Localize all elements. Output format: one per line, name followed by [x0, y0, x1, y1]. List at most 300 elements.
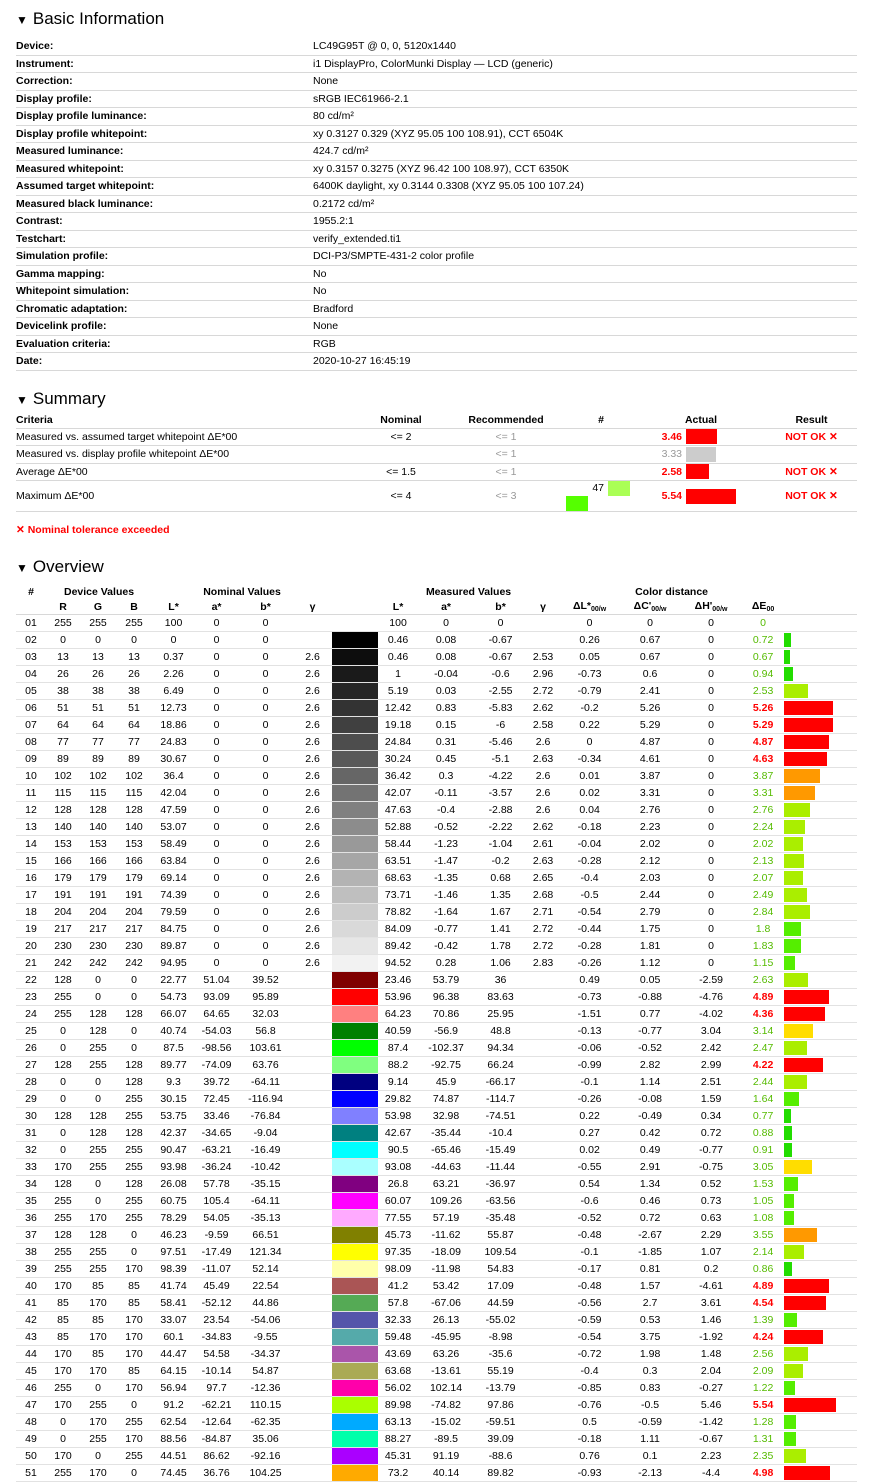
cell-mL: 29.82: [378, 1091, 418, 1108]
cell-mL: 32.33: [378, 1312, 418, 1329]
cell-mg: 2.83: [527, 955, 559, 972]
cell-G: 255: [80, 615, 116, 632]
cell-B: 85: [116, 1363, 152, 1380]
cell-a: 97.7: [195, 1380, 238, 1397]
basic-information-heading[interactable]: ▼ Basic Information: [16, 9, 165, 28]
info-row: [16, 160, 857, 178]
color-swatch: [332, 1397, 378, 1414]
overview-row: [16, 1448, 857, 1465]
overview-row: [16, 802, 857, 819]
delta-e-bar-cell: [784, 853, 857, 870]
cell-b: 0: [238, 666, 293, 683]
cell-G: 85: [80, 1346, 116, 1363]
overview-row: [16, 666, 857, 683]
cell-ma: 53.79: [418, 972, 474, 989]
cell-B: 255: [116, 1193, 152, 1210]
cell-dL: -0.55: [559, 1159, 620, 1176]
summary-recommended: <= 1: [446, 428, 566, 446]
cell-delta-e: 2.84: [742, 904, 784, 921]
cell-G: 255: [80, 1040, 116, 1057]
cell-dL: -0.04: [559, 836, 620, 853]
delta-e-bar: [784, 1432, 796, 1446]
cell-mg: 2.72: [527, 938, 559, 955]
cell-B: 128: [116, 1176, 152, 1193]
cell-ma: 0: [418, 615, 474, 632]
cell-G: 170: [80, 1363, 116, 1380]
cell-g: [293, 1329, 332, 1346]
cell-mb: 39.09: [474, 1431, 527, 1448]
delta-e-bar-cell: [784, 683, 857, 700]
cell-mL: 26.8: [378, 1176, 418, 1193]
cell-n: 48: [16, 1414, 46, 1431]
cell-dH: 0: [680, 836, 742, 853]
delta-e-bar-cell: [784, 1431, 857, 1448]
num-group-header: #: [28, 585, 34, 598]
cell-b: 54.87: [238, 1363, 293, 1380]
color-swatch: [332, 1159, 378, 1176]
cell-mb: -1.04: [474, 836, 527, 853]
cell-L: 89.77: [152, 1057, 195, 1074]
col-nominal-gamma: γ: [293, 599, 332, 615]
cell-a: 0: [195, 785, 238, 802]
cell-L: 78.29: [152, 1210, 195, 1227]
cell-b: 0: [238, 785, 293, 802]
cell-n: 32: [16, 1142, 46, 1159]
cell-ma: 57.19: [418, 1210, 474, 1227]
delta-e-bar: [784, 1075, 807, 1089]
cell-R: 26: [46, 666, 80, 683]
cell-L: 44.47: [152, 1346, 195, 1363]
cell-g: 2.6: [293, 734, 332, 751]
delta-e-bar: [784, 701, 833, 715]
cell-mg: [527, 1261, 559, 1278]
overview-row: [16, 1380, 857, 1397]
summary-row: [16, 481, 857, 512]
cell-G: 128: [80, 1227, 116, 1244]
overview-row: [16, 1312, 857, 1329]
cell-a: -84.87: [195, 1431, 238, 1448]
cell-b: 0: [238, 734, 293, 751]
color-swatch: [332, 1091, 378, 1108]
collapse-triangle-icon[interactable]: ▼: [16, 561, 28, 575]
delta-e-bar-cell: [784, 955, 857, 972]
cell-ma: 0.3: [418, 768, 474, 785]
cell-a: 23.54: [195, 1312, 238, 1329]
cell-mb: -13.79: [474, 1380, 527, 1397]
cell-mg: [527, 1006, 559, 1023]
cell-n: 31: [16, 1125, 46, 1142]
info-key: Contrast:: [16, 213, 313, 231]
summary-recommended: <= 1: [446, 463, 566, 481]
color-swatch: [332, 921, 378, 938]
cell-g: [293, 1040, 332, 1057]
cell-dL: -0.18: [559, 819, 620, 836]
cell-ma: 32.98: [418, 1108, 474, 1125]
delta-e-bar-cell: [784, 1040, 857, 1057]
cell-G: 38: [80, 683, 116, 700]
cell-b: -10.42: [238, 1159, 293, 1176]
cell-mg: [527, 1431, 559, 1448]
delta-e-bar-cell: [784, 1159, 857, 1176]
cell-R: 217: [46, 921, 80, 938]
delta-e-bar: [784, 1092, 799, 1106]
delta-e-bar-cell: [784, 1057, 857, 1074]
cell-dL: -0.85: [559, 1380, 620, 1397]
cell-L: 60.1: [152, 1329, 195, 1346]
cell-G: 128: [80, 1125, 116, 1142]
color-swatch: [332, 1380, 378, 1397]
overview-row: [16, 615, 857, 632]
color-swatch: [332, 700, 378, 717]
cell-a: 54.05: [195, 1210, 238, 1227]
cell-ma: 102.14: [418, 1380, 474, 1397]
cell-R: 128: [46, 1227, 80, 1244]
cell-G: 0: [80, 1091, 116, 1108]
delta-e-bar: [784, 1381, 795, 1395]
overview-row: [16, 1397, 857, 1414]
cell-n: 33: [16, 1159, 46, 1176]
cell-a: 0: [195, 717, 238, 734]
cell-dC: 1.14: [620, 1074, 680, 1091]
cell-dC: 4.61: [620, 751, 680, 768]
cell-mb: 66.24: [474, 1057, 527, 1074]
cell-G: 0: [80, 1380, 116, 1397]
cell-dL: -0.13: [559, 1023, 620, 1040]
cell-B: 191: [116, 887, 152, 904]
cell-B: 77: [116, 734, 152, 751]
cell-g: 2.6: [293, 751, 332, 768]
cell-a: -36.24: [195, 1159, 238, 1176]
info-value: 1955.2:1: [313, 213, 857, 231]
delta-e-bar: [784, 633, 791, 647]
cell-mL: 47.63: [378, 802, 418, 819]
cell-mg: 2.62: [527, 819, 559, 836]
cell-n: 43: [16, 1329, 46, 1346]
collapse-triangle-icon[interactable]: ▼: [16, 13, 28, 27]
cell-G: 170: [80, 1414, 116, 1431]
summary-actual-cell: [636, 481, 766, 512]
delta-e-bar-cell: [784, 802, 857, 819]
delta-e-bar-cell: [784, 734, 857, 751]
cell-dL: -0.79: [559, 683, 620, 700]
cell-mL: 42.07: [378, 785, 418, 802]
cell-dH: -4.02: [680, 1006, 742, 1023]
cell-b: 44.86: [238, 1295, 293, 1312]
cell-dC: 1.81: [620, 938, 680, 955]
cell-dH: 0: [680, 649, 742, 666]
cell-G: 255: [80, 1142, 116, 1159]
cell-g: [293, 1108, 332, 1125]
overview-heading[interactable]: ▼ Overview: [16, 557, 104, 576]
cell-n: 28: [16, 1074, 46, 1091]
cell-R: 128: [46, 802, 80, 819]
collapse-triangle-icon[interactable]: ▼: [16, 392, 28, 407]
delta-e-bar: [784, 718, 833, 732]
cell-mb: -0.6: [474, 666, 527, 683]
cell-dL: -1.51: [559, 1006, 620, 1023]
cell-dL: -0.4: [559, 870, 620, 887]
info-value: verify_extended.ti1: [313, 230, 857, 248]
cell-B: 0: [116, 1465, 152, 1482]
cell-mb: -88.6: [474, 1448, 527, 1465]
cell-a: 0: [195, 666, 238, 683]
cell-R: 77: [46, 734, 80, 751]
cell-mb: -5.1: [474, 751, 527, 768]
cell-mg: 2.6: [527, 768, 559, 785]
cell-dH: 0: [680, 734, 742, 751]
overview-row: [16, 1244, 857, 1261]
cell-delta-e: 5.54: [742, 1397, 784, 1414]
cell-dL: -0.72: [559, 1346, 620, 1363]
cell-dH: 0.2: [680, 1261, 742, 1278]
cell-mL: 24.84: [378, 734, 418, 751]
cell-dH: 0.34: [680, 1108, 742, 1125]
cell-delta-e: 4.36: [742, 1006, 784, 1023]
cell-L: 24.83: [152, 734, 195, 751]
cell-delta-e: 4.63: [742, 751, 784, 768]
cell-mL: 30.24: [378, 751, 418, 768]
cell-B: 242: [116, 955, 152, 972]
cell-n: 22: [16, 972, 46, 989]
cell-dL: -0.54: [559, 904, 620, 921]
cell-G: 0: [80, 972, 116, 989]
cell-dH: 5.46: [680, 1397, 742, 1414]
cell-ma: -92.75: [418, 1057, 474, 1074]
cell-dC: -0.5: [620, 1397, 680, 1414]
cell-delta-e: 4.22: [742, 1057, 784, 1074]
cell-ma: -0.42: [418, 938, 474, 955]
cell-a: 57.78: [195, 1176, 238, 1193]
cell-ma: -1.23: [418, 836, 474, 853]
cell-dH: 0: [680, 632, 742, 649]
cell-R: 128: [46, 1057, 80, 1074]
cell-a: 0: [195, 615, 238, 632]
cell-mb: -35.6: [474, 1346, 527, 1363]
cell-G: 140: [80, 819, 116, 836]
cell-n: 46: [16, 1380, 46, 1397]
cell-G: 13: [80, 649, 116, 666]
cell-b: -35.13: [238, 1210, 293, 1227]
cell-dC: 3.31: [620, 785, 680, 802]
cell-a: -63.21: [195, 1142, 238, 1159]
cell-mb: 1.06: [474, 955, 527, 972]
info-value: 0.2172 cd/m²: [313, 195, 857, 213]
cell-b: 0: [238, 700, 293, 717]
cell-a: 64.65: [195, 1006, 238, 1023]
cell-mL: 23.46: [378, 972, 418, 989]
cell-b: -64.11: [238, 1193, 293, 1210]
cell-B: 0: [116, 1397, 152, 1414]
overview-row: [16, 768, 857, 785]
cell-R: 0: [46, 1431, 80, 1448]
cell-delta-e: 1.39: [742, 1312, 784, 1329]
cell-dC: 2.91: [620, 1159, 680, 1176]
cell-dL: -0.1: [559, 1244, 620, 1261]
cell-b: 32.03: [238, 1006, 293, 1023]
cell-n: 14: [16, 836, 46, 853]
cell-ma: -0.11: [418, 785, 474, 802]
cell-delta-e: 4.89: [742, 1278, 784, 1295]
overview-row: [16, 1074, 857, 1091]
cell-n: 50: [16, 1448, 46, 1465]
cell-a: 72.45: [195, 1091, 238, 1108]
cell-b: -64.11: [238, 1074, 293, 1091]
cell-dH: 2.99: [680, 1057, 742, 1074]
cell-R: 0: [46, 1125, 80, 1142]
delta-e-bar-cell: [784, 1448, 857, 1465]
cell-n: 27: [16, 1057, 46, 1074]
cell-ma: 45.9: [418, 1074, 474, 1091]
cell-B: 170: [116, 1431, 152, 1448]
cell-mL: 89.98: [378, 1397, 418, 1414]
info-row: [16, 143, 857, 161]
cell-B: 102: [116, 768, 152, 785]
overview-row: [16, 1465, 857, 1482]
cell-ma: -1.46: [418, 887, 474, 904]
measured-values-header: Measured Values: [425, 585, 512, 598]
cell-mb: 36: [474, 972, 527, 989]
cell-L: 18.86: [152, 717, 195, 734]
cell-dC: 2.03: [620, 870, 680, 887]
cell-mg: [527, 1159, 559, 1176]
delta-e-bar: [784, 956, 795, 970]
cell-mg: 2.53: [527, 649, 559, 666]
cell-B: 179: [116, 870, 152, 887]
cell-a: 0: [195, 632, 238, 649]
cell-dC: 5.29: [620, 717, 680, 734]
cell-L: 98.39: [152, 1261, 195, 1278]
delta-e-bar-cell: [784, 1312, 857, 1329]
cell-g: 2.6: [293, 768, 332, 785]
cell-dL: -0.93: [559, 1465, 620, 1482]
cell-dL: 0.22: [559, 1108, 620, 1125]
summary-recommended: <= 3: [446, 481, 566, 512]
cell-mb: 55.19: [474, 1363, 527, 1380]
cell-g: [293, 1193, 332, 1210]
cell-G: 166: [80, 853, 116, 870]
cell-g: 2.6: [293, 836, 332, 853]
color-swatch: [332, 989, 378, 1006]
overview-row: [16, 836, 857, 853]
cell-mg: [527, 989, 559, 1006]
cell-g: [293, 972, 332, 989]
cell-mL: 87.4: [378, 1040, 418, 1057]
recommended-header: Recommended: [446, 413, 566, 429]
overview-row: [16, 1159, 857, 1176]
cell-L: 84.75: [152, 921, 195, 938]
cell-R: 0: [46, 1091, 80, 1108]
delta-e-bar-cell: [784, 768, 857, 785]
cell-a: -34.83: [195, 1329, 238, 1346]
col-measured-a: a*: [418, 599, 474, 615]
color-swatch: [332, 870, 378, 887]
summary-actual-cell: [636, 463, 766, 481]
info-value: LC49G95T @ 0, 0, 5120x1440: [313, 38, 857, 55]
cell-g: [293, 1363, 332, 1380]
color-swatch: [332, 666, 378, 683]
cell-b: 0: [238, 683, 293, 700]
overview-row: [16, 819, 857, 836]
cell-delta-e: 2.14: [742, 1244, 784, 1261]
summary-actual-bar: [686, 447, 716, 462]
cell-dH: 0: [680, 819, 742, 836]
cell-mg: 2.6: [527, 785, 559, 802]
overview-row: [16, 1057, 857, 1074]
cell-delta-e: 2.07: [742, 870, 784, 887]
cell-mL: 88.2: [378, 1057, 418, 1074]
cell-mb: 1.35: [474, 887, 527, 904]
info-key: Date:: [16, 353, 313, 371]
cell-R: 170: [46, 1397, 80, 1414]
summary-heading[interactable]: ▼ Summary: [16, 388, 106, 408]
cell-mg: [527, 632, 559, 649]
cell-R: 166: [46, 853, 80, 870]
delta-e-bar-cell: [784, 1125, 857, 1142]
cell-n: 04: [16, 666, 46, 683]
cell-n: 08: [16, 734, 46, 751]
color-swatch: [332, 734, 378, 751]
cell-n: 36: [16, 1210, 46, 1227]
cell-mb: -0.67: [474, 649, 527, 666]
cell-mb: -11.44: [474, 1159, 527, 1176]
info-row: [16, 248, 857, 266]
cell-b: 0: [238, 615, 293, 632]
cell-b: 0: [238, 836, 293, 853]
cell-B: 128: [116, 1006, 152, 1023]
cell-mL: 73.2: [378, 1465, 418, 1482]
cell-delta-e: 1.31: [742, 1431, 784, 1448]
cell-delta-e: 0.86: [742, 1261, 784, 1278]
cell-mb: 94.34: [474, 1040, 527, 1057]
cell-dL: 0: [559, 615, 620, 632]
cell-a: 0: [195, 921, 238, 938]
cell-mg: [527, 1091, 559, 1108]
cell-a: 93.09: [195, 989, 238, 1006]
cell-R: 255: [46, 1006, 80, 1023]
col-nominal-b: b*: [238, 599, 293, 615]
cell-dH: 0: [680, 768, 742, 785]
cell-ma: 63.21: [418, 1176, 474, 1193]
cell-dL: -0.28: [559, 938, 620, 955]
cell-R: 0: [46, 1142, 80, 1159]
overview-row: [16, 734, 857, 751]
cell-dC: 4.87: [620, 734, 680, 751]
cell-n: 51: [16, 1465, 46, 1482]
cell-ma: -13.61: [418, 1363, 474, 1380]
cell-G: 0: [80, 989, 116, 1006]
cell-L: 88.56: [152, 1431, 195, 1448]
col-delta-l: $\Delta L*_{00/w}$: [559, 599, 620, 615]
cell-L: 33.07: [152, 1312, 195, 1329]
cell-delta-e: 2.35: [742, 1448, 784, 1465]
cell-dL: 0.26: [559, 632, 620, 649]
summary-actual-bar: [686, 429, 717, 444]
cell-mg: 2.96: [527, 666, 559, 683]
cell-B: 0: [116, 1227, 152, 1244]
info-key: Testchart:: [16, 230, 313, 248]
overview-row: [16, 1040, 857, 1057]
cell-n: 30: [16, 1108, 46, 1125]
overview-row: [16, 1023, 857, 1040]
cell-dH: 0.52: [680, 1176, 742, 1193]
cell-b: -62.35: [238, 1414, 293, 1431]
summary-nominal: <= 1.5: [356, 463, 446, 481]
cell-L: 9.3: [152, 1074, 195, 1091]
cell-mL: 93.08: [378, 1159, 418, 1176]
delta-e-bar: [784, 735, 829, 749]
cell-ma: -0.52: [418, 819, 474, 836]
cell-dL: -0.4: [559, 1363, 620, 1380]
